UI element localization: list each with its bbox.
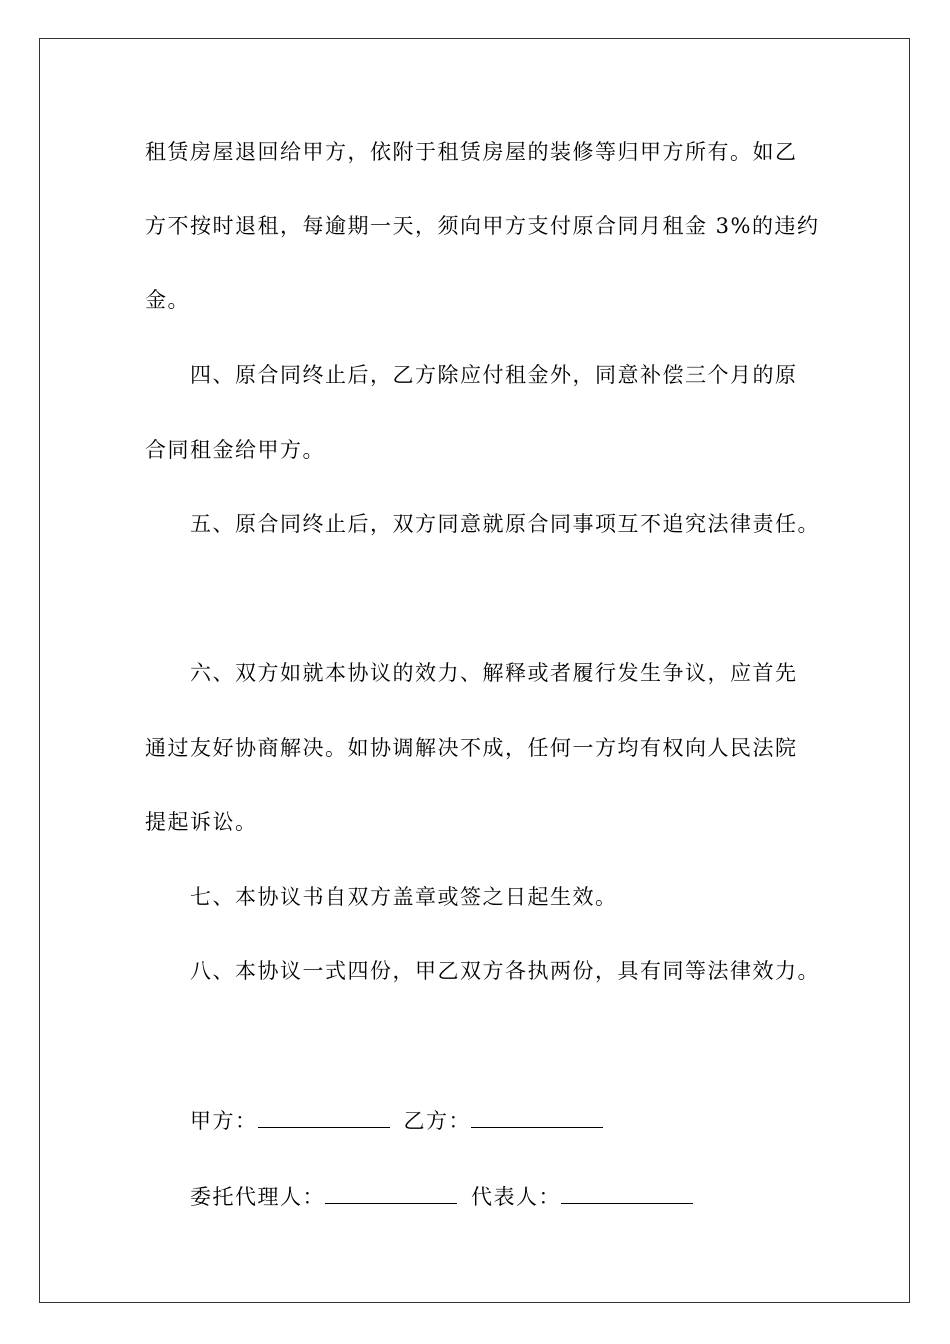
clause-six-line: 提起诉讼。 [145, 810, 258, 834]
text-line: 金。 [145, 288, 190, 312]
party-a-label: 甲方： [190, 1109, 258, 1133]
agent-label: 委托代理人： [190, 1185, 325, 1209]
text-line: 方不按时退租，每逾期一天，须向甲方支付原合同月租金 3%的违约 [145, 214, 820, 238]
clause-six-line: 通过友好协商解决。如协调解决不成，任何一方均有权向人民法院 [145, 736, 798, 760]
clause-eight-line: 八、本协议一式四份，甲乙双方各执两份，具有同等法律效力。 [190, 959, 820, 983]
signature-row-parties [190, 1107, 617, 1135]
clause-five-line: 五、原合同终止后，双方同意就原合同事项互不追究法律责任。 [190, 512, 820, 536]
signature-row-agents [190, 1183, 707, 1211]
agent-signature-field[interactable] [325, 1183, 457, 1204]
representative-label: 代表人： [471, 1185, 561, 1209]
clause-four-line: 合同租金给甲方。 [145, 438, 325, 462]
clause-four-line: 四、原合同终止后，乙方除应付租金外，同意补偿三个月的原 [190, 363, 798, 387]
representative-signature-field[interactable] [561, 1183, 693, 1204]
party-b-label: 乙方： [403, 1109, 471, 1133]
clause-seven-line: 七、本协议书自双方盖章或签之日起生效。 [190, 885, 618, 909]
clause-six-line: 六、双方如就本协议的效力、解释或者履行发生争议，应首先 [190, 661, 798, 685]
party-a-signature-field[interactable] [258, 1107, 390, 1128]
party-b-signature-field[interactable] [471, 1107, 603, 1128]
text-line: 租赁房屋退回给甲方，依附于租赁房屋的装修等归甲方所有。如乙 [145, 140, 798, 164]
